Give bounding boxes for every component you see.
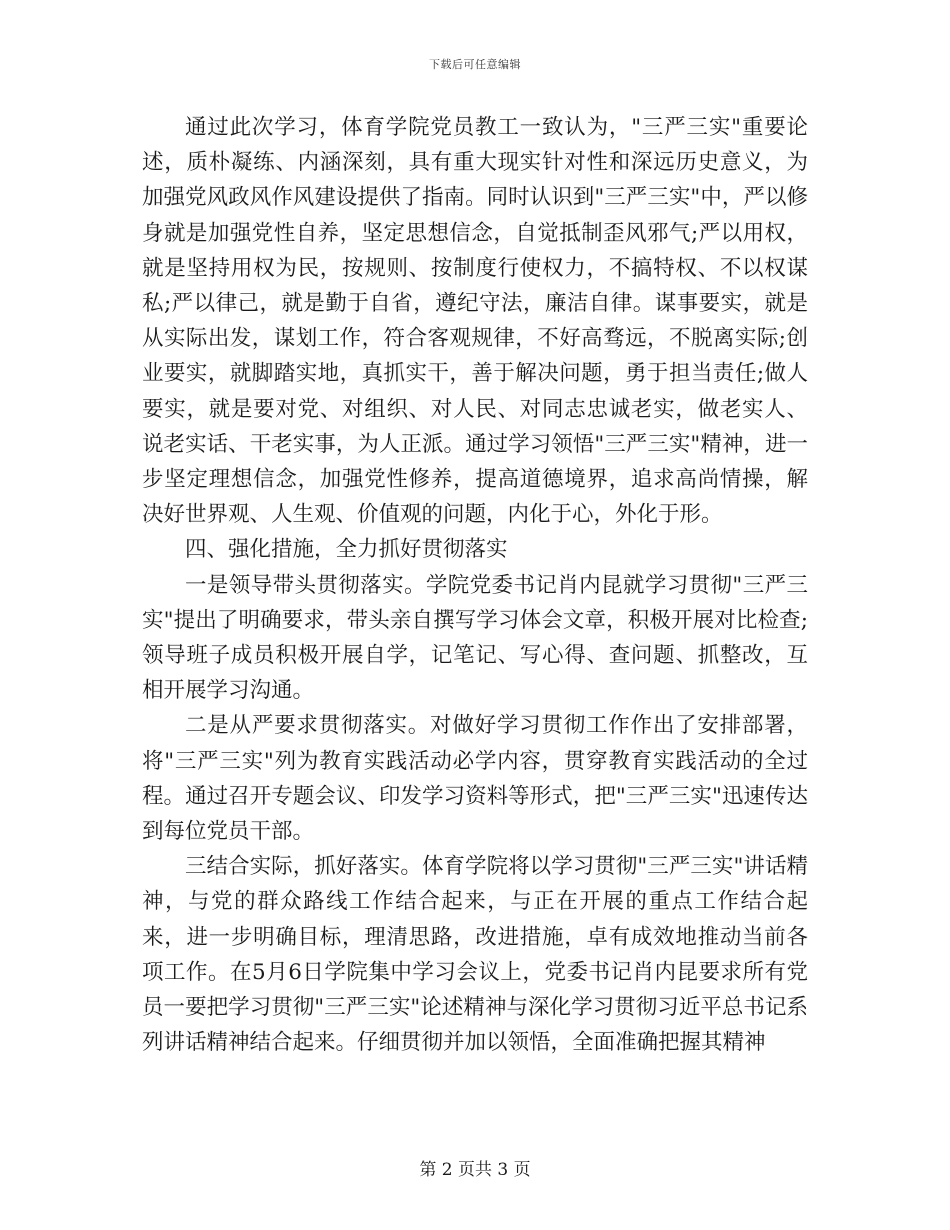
document-body (142, 110, 808, 1060)
paragraph-2: 一是领导带头贯彻落实。学院党委书记肖内昆就学习贯彻"三严三实"提出了明确要求，带头亲自撰写学习体会文章，积极开展对比检查;领导班子成员积极开展自学，记笔记、写心得、查问题、抓整改，互相开展学习沟通。 (142, 572, 808, 704)
section-heading: 四、强化措施，全力抓好贯彻落实 (185, 537, 508, 563)
paragraph-4: 三结合实际，抓好落实。体育学院将以学习贯彻"三严三实"讲话精神，与党的群众路线工作结合起来，与正在开展的重点工作结合起来，进一步明确目标，理清思路，改进措施，卓有成效地推动当前各项工作。在5月6日学院集中学习会议上，党委书记肖内昆要求所有党员一要把学习贯彻"三严三实"论述精神与深化学习贯彻习近平总书记系列讲话精神结合起来。仔细贯彻并加以领悟，全面准确把握其精神 (142, 854, 808, 1056)
paragraph-1: 通过此次学习，体育学院党员教工一致认为，"三严三实"重要论述，质朴凝练、内涵深刻，具有重大现实针对性和深远历史意义，为加强党风政风作风建设提供了指南。同时认识到"三严三实"中，严以修身就是加强党性自养，坚定思想信念，自觉抵制歪风邪气;严以用权，就是坚持用权为民，按规则、按制度行使权力，不搞特权、不以权谋私;严以律己，就是勤于自省，遵纪守法，廉洁自律。谋事要实，就是从实际出发，谋划工作，符合客观规律，不好高骛远，不脱离实际;创业要实，就脚踏实地，真抓实干，善于解决问题，勇于担当责任;做人要实，就是要对党、对组织、对人民、对同志忠诚老实，做老实人、说老实话、干老实事，为人正派。通过学习领悟"三严三实"精神，进一步坚定理想信念，加强党性修养，提高道德境界，追求高尚情操，解决好世界观、人生观、价值观的问题，内化于心，外化于形。 (142, 115, 808, 528)
paragraph-3: 二是从严要求贯彻落实。对做好学习贯彻工作作出了安排部署，将"三严三实"列为教育实践活动必学内容，贯穿教育实践活动的全过程。通过召开专题会议、印发学习资料等形式，把"三严三实"迅速传达到每位党员干部。 (142, 713, 808, 845)
page-number: 第 2 页共 3 页 (419, 1160, 531, 1180)
page-header: 下载后可任意编辑 (429, 58, 521, 71)
